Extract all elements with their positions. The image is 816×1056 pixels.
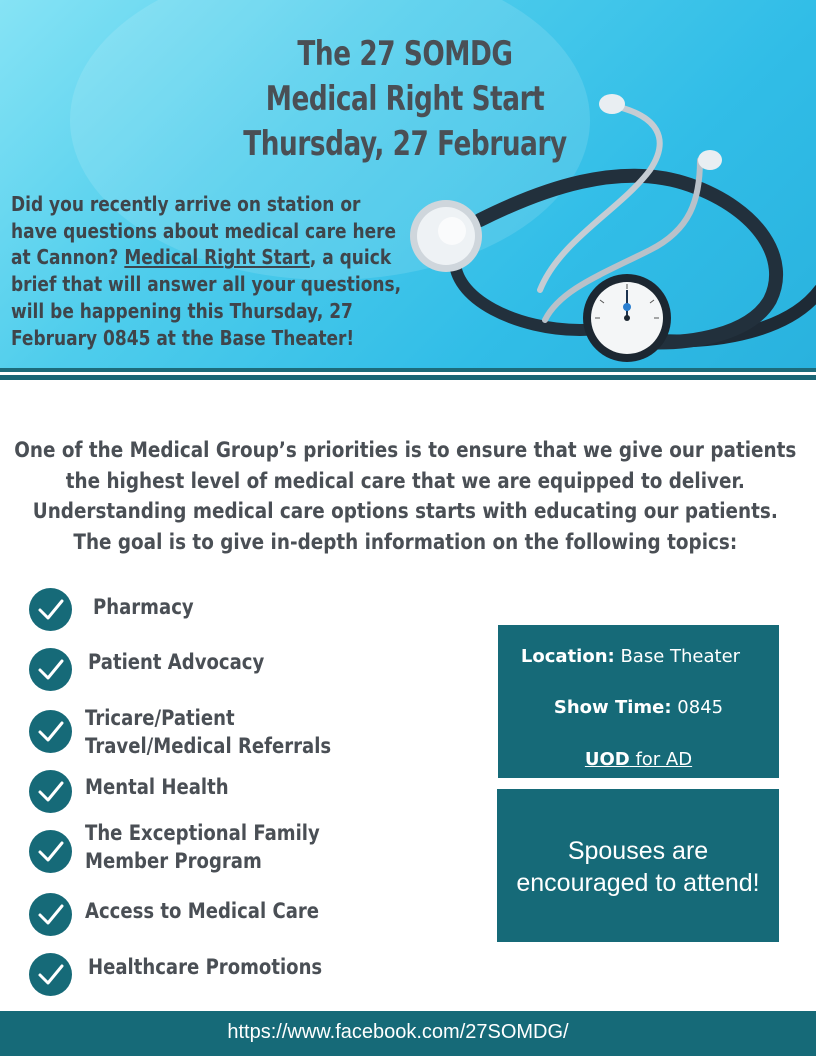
intro-text: Did you recently arrive on station or have questions about medical care here at Cannon? bbox=[11, 192, 397, 270]
list-item: Mental Health bbox=[85, 775, 229, 800]
checkmark-icon bbox=[29, 648, 72, 691]
list-item: Access to Medical Care bbox=[85, 899, 320, 924]
medical-right-start-link[interactable]: Medical Right Start bbox=[124, 245, 310, 270]
title-line: The 27 SOMDG bbox=[297, 34, 513, 74]
list-item: Patient Advocacy bbox=[88, 650, 265, 675]
lead-paragraph: One of the Medical Group’s priorities is to ensure that we give our patients the highest level of medical care that we are equipped to deliver. Understanding medical care options starts with educating our patients. The goal is to give in-depth information on the following topics: bbox=[14, 438, 797, 555]
spouses-callout bbox=[497, 789, 779, 942]
list-item: Healthcare Promotions bbox=[88, 955, 323, 980]
uniform-label: UOD bbox=[584, 749, 630, 770]
location-line bbox=[490, 646, 771, 667]
checkmark-icon bbox=[29, 710, 72, 753]
checkmark-icon bbox=[29, 953, 72, 996]
uniform-value: for AD bbox=[629, 749, 693, 770]
checkmark-icon bbox=[29, 770, 72, 813]
title-line: Medical Right Start bbox=[265, 79, 545, 119]
footer-bar bbox=[0, 1011, 816, 1056]
page-title bbox=[186, 32, 625, 167]
checkmark-icon bbox=[29, 588, 72, 631]
uniform-line bbox=[498, 749, 779, 770]
list-item: Tricare/Patient Travel/Medical Referrals bbox=[85, 706, 332, 759]
spouses-line: encouraged to attend! bbox=[516, 869, 760, 897]
showtime-line bbox=[498, 697, 779, 718]
list-item: Pharmacy bbox=[93, 595, 194, 620]
checkmark-icon bbox=[29, 893, 72, 936]
divider bbox=[0, 375, 816, 380]
spouses-line: Spouses are bbox=[567, 837, 709, 865]
showtime-label: Show Time: bbox=[553, 697, 672, 718]
checkmark-icon bbox=[29, 830, 72, 873]
location-label: Location: bbox=[520, 646, 615, 667]
intro-text: , a quick brief that will answer all your questions, will be happening this Thursday, 27 February 0845 at the Base Theater! bbox=[11, 245, 402, 350]
event-details-box bbox=[498, 625, 779, 778]
title-line: Thursday, 27 February bbox=[243, 124, 567, 164]
facebook-link[interactable]: https://www.facebook.com/27SOMDG/ bbox=[227, 1021, 569, 1043]
intro-paragraph bbox=[11, 191, 409, 351]
spouses-text bbox=[497, 835, 779, 899]
location-value: Base Theater bbox=[614, 646, 741, 667]
header-banner bbox=[0, 0, 816, 368]
list-item: The Exceptional Family Member Program bbox=[85, 821, 320, 874]
showtime-value: 0845 bbox=[671, 697, 724, 718]
